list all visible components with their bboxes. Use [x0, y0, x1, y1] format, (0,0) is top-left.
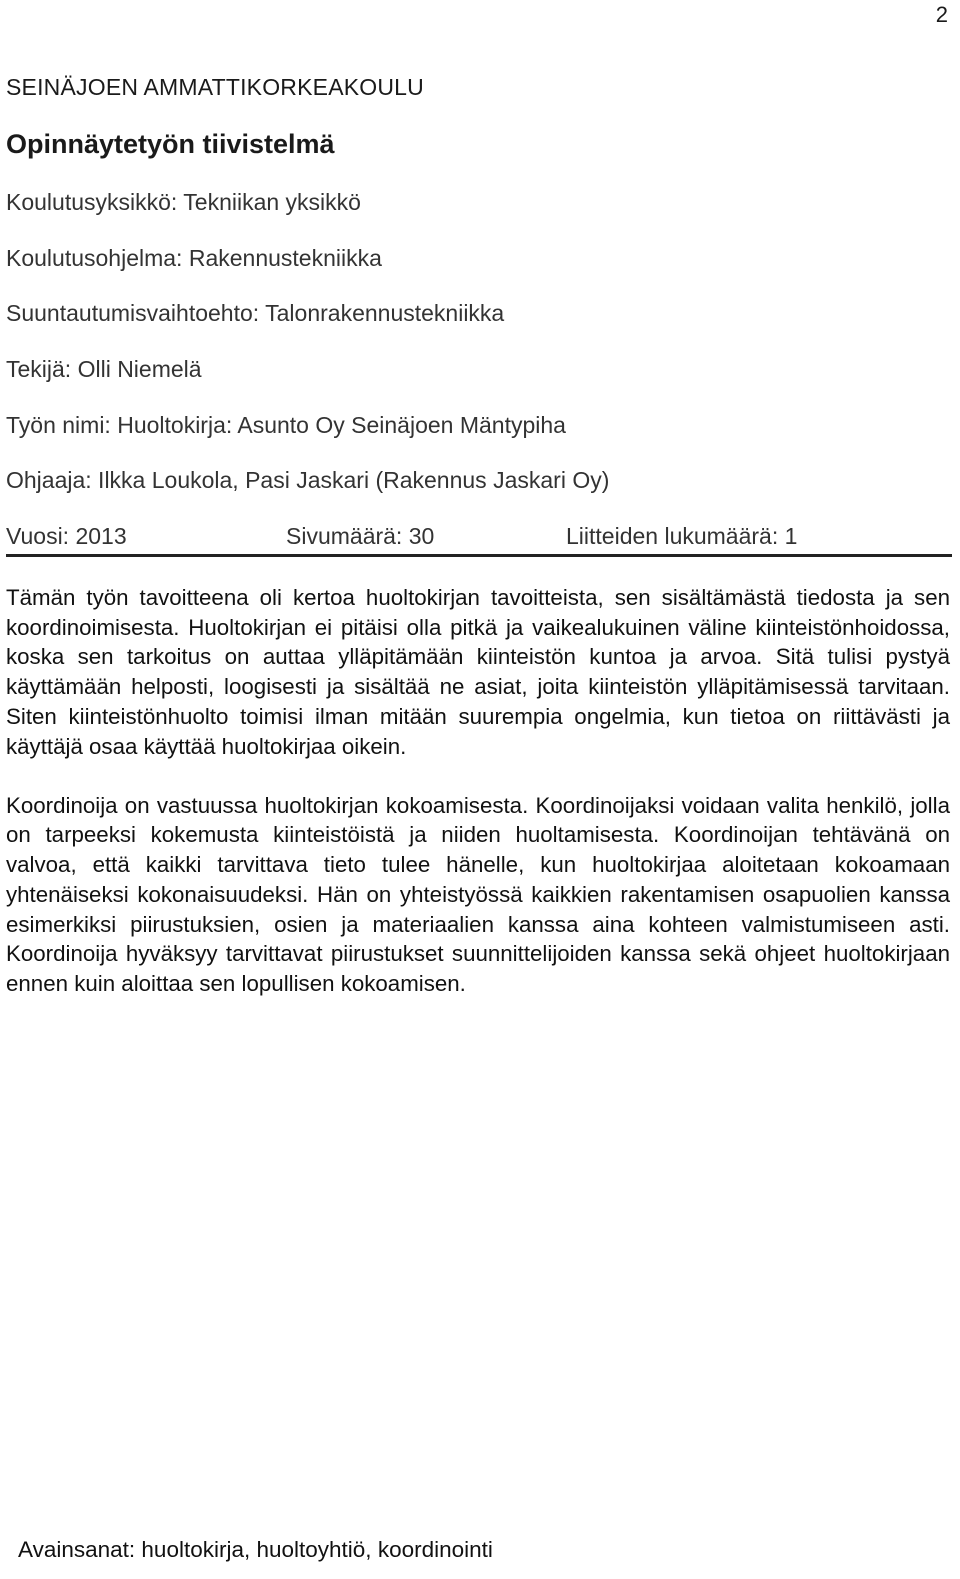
- meta-work-title: Työn nimi: Huoltokirja: Asunto Oy Seinäjoen Mäntypiha: [6, 412, 566, 438]
- meta-unit: Koulutusyksikkö: Tekniikan yksikkö: [6, 189, 361, 215]
- stat-appendices: Liitteiden lukumäärä: 1: [566, 523, 798, 549]
- keywords: Avainsanat: huoltokirja, huoltoyhtiö, koordinointi: [18, 1537, 493, 1562]
- institution-name: SEINÄJOEN AMMATTIKORKEAKOULU: [6, 74, 424, 100]
- document-title: Opinnäytetyön tiivistelmä: [6, 129, 335, 159]
- meta-programme: Koulutusohjelma: Rakennustekniikka: [6, 245, 382, 271]
- abstract-paragraph: Tämän työn tavoitteena oli kertoa huoltokirjan tavoitteista, sen sisältämästä tiedosta ja sen koordinoimisesta. Huoltokirjan ei pitäisi olla pitkä ja vaikealukuinen väline kiinteistönhoidossa, koska sen tarkoitus on auttaa ylläpitämään kiinteistön kuntoa ja arvoa. Sitä tulisi pystyä käyttämään helposti, loogisesti ja sisältää ne asiat, joita kiinteistön ylläpitämisessä tarvitaan. Siten kiinteistönhuolto toimisi ilman mitään suurempia ongelmia, kun tietoa on riittävästi ja käyttäjä osaa käyttää huoltokirjaa oikein.: [6, 585, 950, 759]
- header-divider: [6, 554, 952, 557]
- meta-author: Tekijä: Olli Niemelä: [6, 356, 202, 382]
- abstract-paragraph: Koordinoija on vastuussa huoltokirjan kokoamisesta. Koordinoijaksi voidaan valita henkilö, jolla on tarpeeksi kokemusta kiinteistöistä ja niiden huoltamisesta. Koordinoijan tehtävänä on valvoa, että kaikki tarvittava tieto tulee hänelle, kun huoltokirjaa aloitetaan kokoamaan yhtenäiseksi kokonaisuudeksi. Hän on yhteistyössä kaikkien rakentamisen osapuolien kanssa esimerkiksi piirustuksien, osien ja materiaalien kanssa aina kohteen valmistumiseen asti. Koordinoija hyväksyy tarvittavat piirustukset suunnittelijoiden kanssa sekä ohjeet huoltokirjaan ennen kuin aloittaa sen lopullisen kokoamisen.: [6, 792, 950, 996]
- stat-pages: Sivumäärä: 30: [286, 523, 435, 549]
- meta-supervisor: Ohjaaja: Ilkka Loukola, Pasi Jaskari (Rakennus Jaskari Oy): [6, 467, 610, 493]
- meta-specialisation: Suuntautumisvaihtoehto: Talonrakennustekniikka: [6, 300, 505, 326]
- page-number: 2: [935, 2, 948, 27]
- stat-year: Vuosi: 2013: [6, 523, 127, 549]
- abstract-body: [6, 583, 950, 1028]
